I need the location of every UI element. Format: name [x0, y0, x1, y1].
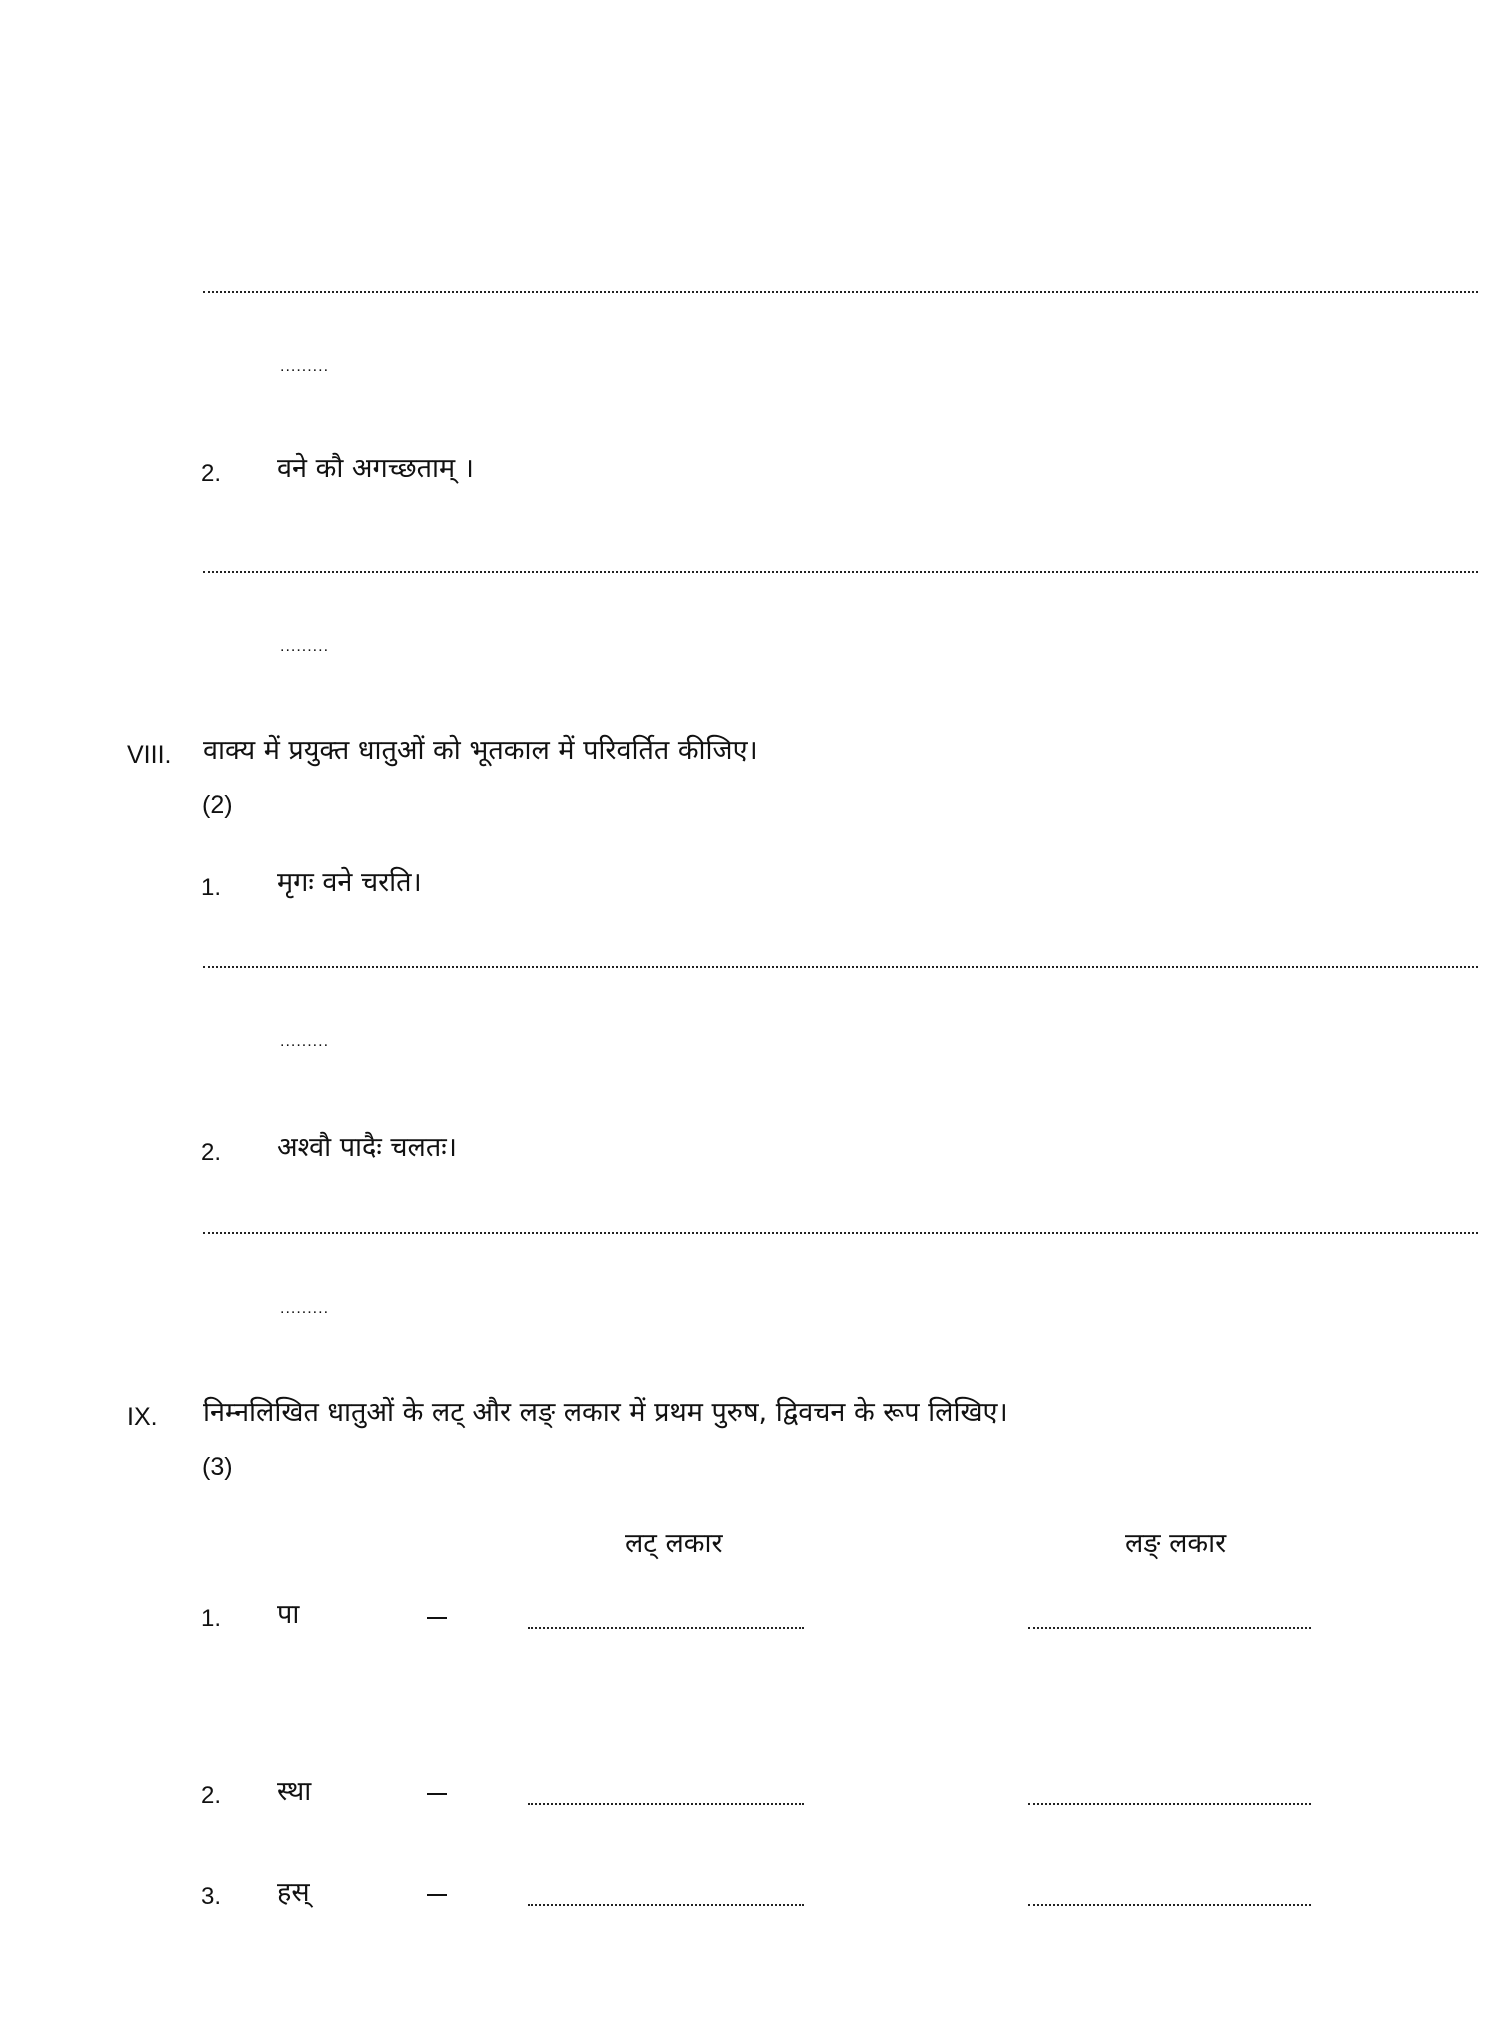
column-header-lang-lakar: लङ् लकार: [1125, 1528, 1227, 1559]
answer-line[interactable]: [203, 291, 1478, 293]
item-number: 1.: [201, 874, 222, 901]
answer-short-dots: .........: [280, 638, 330, 655]
dash-separator: [427, 1617, 447, 1619]
lat-lakar-answer-field[interactable]: [528, 1627, 804, 1629]
item-number: 2.: [201, 460, 222, 487]
dash-separator: [427, 1793, 447, 1795]
section-instruction: वाक्य में प्रयुक्त धातुओं को भूतकाल में परिवर्तित कीजिए।: [203, 735, 758, 766]
answer-line[interactable]: [203, 1232, 1478, 1234]
answer-short-dots: .........: [280, 1300, 330, 1317]
answer-short-dots: .........: [280, 358, 330, 375]
lang-lakar-answer-field[interactable]: [1028, 1627, 1311, 1629]
section-instruction: निम्नलिखित धातुओं के लट् और लङ् लकार में प्रथम पुरुष, द्विवचन के रूप लिखिए।: [203, 1397, 1008, 1428]
answer-line[interactable]: [203, 966, 1478, 968]
section-numeral: VIII.: [127, 741, 172, 769]
column-header-lat-lakar: लट् लकार: [625, 1528, 723, 1559]
section-numeral: IX.: [127, 1403, 158, 1431]
item-sentence: अश्वौ पादैः चलतः।: [277, 1132, 457, 1163]
row-number: 3.: [201, 1883, 222, 1910]
row-number: 2.: [201, 1782, 222, 1809]
dash-separator: [427, 1894, 447, 1896]
item-number: 2.: [201, 1139, 222, 1166]
item-sentence: वने कौ अगच्छताम् ।: [277, 453, 474, 484]
lat-lakar-answer-field[interactable]: [528, 1803, 804, 1805]
lat-lakar-answer-field[interactable]: [528, 1904, 804, 1906]
verb-root: स्था: [277, 1776, 312, 1807]
section-marks: (2): [202, 791, 233, 819]
answer-short-dots: .........: [280, 1033, 330, 1050]
verb-root: हस्: [277, 1877, 310, 1908]
row-number: 1.: [201, 1605, 222, 1632]
lang-lakar-answer-field[interactable]: [1028, 1803, 1311, 1805]
section-marks: (3): [202, 1453, 233, 1481]
item-sentence: मृगः वने चरति।: [277, 867, 422, 898]
verb-root: पा: [277, 1599, 300, 1630]
answer-line[interactable]: [203, 571, 1478, 573]
lang-lakar-answer-field[interactable]: [1028, 1904, 1311, 1906]
